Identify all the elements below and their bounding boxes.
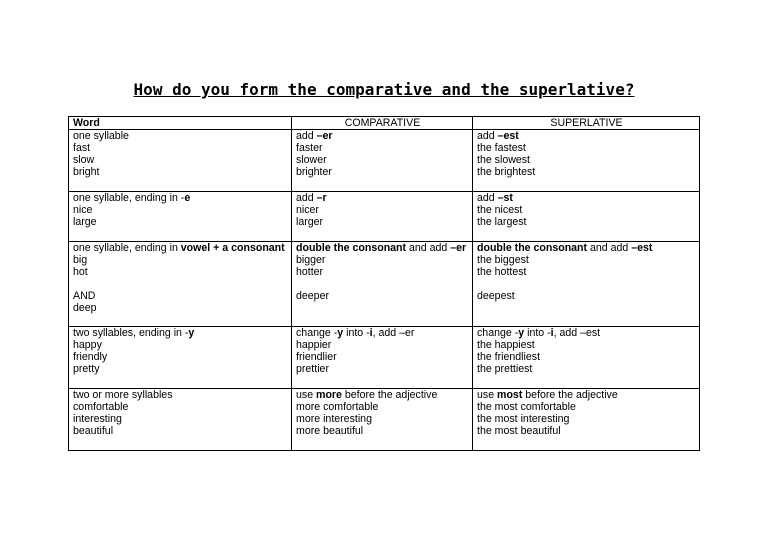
- rule-text: two syllables, ending in -y: [73, 327, 195, 339]
- example: the brightest: [477, 166, 536, 178]
- comparison-table: [68, 116, 700, 451]
- comparative-cell: [292, 130, 473, 192]
- rule-text: double the consonant and add –est: [477, 242, 653, 254]
- example: bright: [73, 166, 100, 178]
- rule-text: add –er: [296, 130, 333, 142]
- header-superlative: SUPERLATIVE: [473, 117, 700, 130]
- example: slow: [73, 154, 95, 166]
- word-cell: [69, 242, 292, 327]
- table-header-row: [69, 117, 700, 130]
- example: deepest: [477, 290, 515, 302]
- example: the slowest: [477, 154, 530, 166]
- superlative-cell: [473, 389, 700, 451]
- superlative-cell: [473, 242, 700, 327]
- example: nice: [73, 204, 93, 216]
- word-cell: [69, 389, 292, 451]
- word-cell: [69, 327, 292, 389]
- example: more comfortable: [296, 401, 379, 413]
- example: more interesting: [296, 413, 372, 425]
- example: big: [73, 254, 88, 266]
- rule-text: use most before the adjective: [477, 389, 618, 401]
- example: the hottest: [477, 266, 527, 278]
- header-comparative: COMPARATIVE: [292, 117, 473, 130]
- superlative-cell: [473, 130, 700, 192]
- example: beautiful: [73, 425, 114, 437]
- example: larger: [296, 216, 324, 228]
- rule-text: add –est: [477, 130, 519, 142]
- comparative-cell: [292, 327, 473, 389]
- extra-label: AND: [73, 290, 96, 302]
- superlative-cell: [473, 192, 700, 242]
- table-row: [69, 192, 700, 242]
- table-row: [69, 389, 700, 451]
- table-row: [69, 130, 700, 192]
- rule-text: add –r: [296, 192, 327, 204]
- comparative-cell: [292, 192, 473, 242]
- example: friendlier: [296, 351, 337, 363]
- rule-text: one syllable, ending in -e: [73, 192, 191, 204]
- example: hot: [73, 266, 88, 278]
- example: brighter: [296, 166, 332, 178]
- word-cell: [69, 192, 292, 242]
- example: the most beautiful: [477, 425, 561, 437]
- example: prettier: [296, 363, 329, 375]
- example: the most comfortable: [477, 401, 576, 413]
- example: the largest: [477, 216, 527, 228]
- example: pretty: [73, 363, 100, 375]
- example: friendly: [73, 351, 108, 363]
- superlative-cell: [473, 327, 700, 389]
- example: the happiest: [477, 339, 535, 351]
- example: faster: [296, 142, 323, 154]
- page-title: How do you form the comparative and the superlative?: [133, 80, 635, 99]
- example: interesting: [73, 413, 122, 425]
- example: slower: [296, 154, 327, 166]
- example: the nicest: [477, 204, 523, 216]
- rule-text: two or more syllables: [73, 389, 173, 401]
- rule-text: double the consonant and add –er: [296, 242, 467, 254]
- example: hotter: [296, 266, 324, 278]
- example: nicer: [296, 204, 319, 216]
- word-cell: [69, 130, 292, 192]
- example: more beautiful: [296, 425, 364, 437]
- example: happier: [296, 339, 332, 351]
- example: the biggest: [477, 254, 529, 266]
- table-row: [69, 242, 700, 327]
- header-word: Word: [69, 117, 292, 130]
- rule-text: use more before the adjective: [296, 389, 438, 401]
- comparative-cell: [292, 242, 473, 327]
- comparative-cell: [292, 389, 473, 451]
- example: the friendliest: [477, 351, 541, 363]
- example: bigger: [296, 254, 326, 266]
- example: large: [73, 216, 97, 228]
- table-row: [69, 327, 700, 389]
- rule-text: add –st: [477, 192, 513, 204]
- example: the prettiest: [477, 363, 533, 375]
- rule-text: one syllable: [73, 130, 129, 142]
- example: the most interesting: [477, 413, 570, 425]
- example: the fastest: [477, 142, 526, 154]
- example: deeper: [296, 290, 329, 302]
- example: happy: [73, 339, 102, 351]
- example: fast: [73, 142, 91, 154]
- rule-text: change -y into -i, add –est: [477, 327, 601, 339]
- example: comfortable: [73, 401, 129, 413]
- rule-text: change -y into -i, add –er: [296, 327, 415, 339]
- example: deep: [73, 302, 97, 314]
- rule-text: one syllable, ending in vowel + a consonant: [73, 242, 285, 254]
